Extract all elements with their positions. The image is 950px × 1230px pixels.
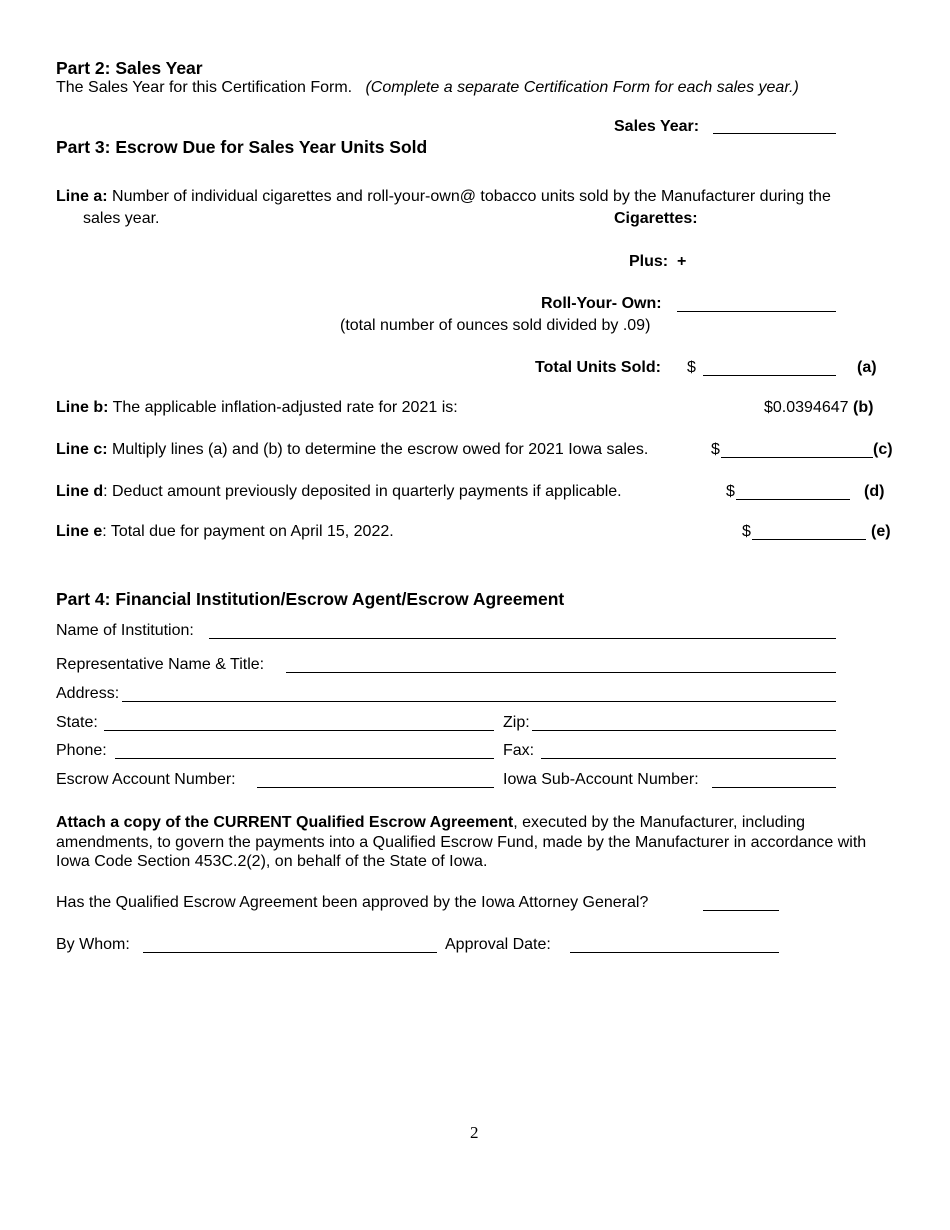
marker-d: (d)	[864, 483, 885, 500]
institution-label: Name of Institution:	[56, 622, 194, 639]
part2-description: The Sales Year for this Certification Form.	[56, 79, 353, 96]
marker-e: (e)	[871, 523, 891, 540]
line-c-text	[56, 441, 648, 459]
escrow-account-label: Escrow Account Number:	[56, 771, 236, 788]
state-field[interactable]	[104, 730, 494, 731]
ryo-label: Roll-Your- Own:	[541, 295, 662, 312]
line-e-field[interactable]	[752, 539, 866, 540]
line-c-currency: $	[711, 441, 720, 458]
state-label: State:	[56, 714, 98, 731]
part2-heading: Part 2: Sales Year	[56, 58, 203, 78]
escrow-account-field[interactable]	[257, 787, 494, 788]
line-e-description: : Total due for payment on April 15, 2022.	[102, 523, 394, 540]
phone-field[interactable]	[115, 758, 494, 759]
cigarettes-label: Cigarettes:	[614, 210, 698, 227]
line-b-text	[56, 399, 458, 417]
sales-year-label: Sales Year:	[614, 118, 700, 135]
total-units-label: Total Units Sold:	[535, 359, 661, 376]
line-b-value: $0.0394647	[764, 399, 849, 416]
line-e-label: Line e	[56, 523, 103, 540]
approved-field[interactable]	[703, 910, 779, 911]
line-a-text	[56, 188, 831, 206]
line-d-label: Line d	[56, 483, 104, 500]
marker-b: (b)	[852, 399, 874, 416]
line-e-text	[56, 523, 394, 541]
total-units-field[interactable]	[703, 375, 836, 376]
line-a-text-2: sales year.	[83, 210, 160, 227]
approved-question: Has the Qualified Escrow Agreement been approved by the Iowa Attorney General?	[56, 894, 649, 911]
total-units-currency: $	[687, 359, 696, 376]
line-b-label: Line b:	[56, 399, 109, 416]
representative-field[interactable]	[286, 672, 836, 673]
sub-account-field[interactable]	[712, 787, 836, 788]
line-a-description: Number of individual cigarettes and roll-your-own@ tobacco units sold by the Manufacturer during the	[107, 188, 831, 205]
part3-heading: Part 3: Escrow Due for Sales Year Units Sold	[56, 137, 428, 157]
ryo-field[interactable]	[677, 311, 836, 312]
marker-a: (a)	[857, 359, 877, 376]
address-label: Address:	[56, 685, 120, 702]
line-d-currency: $	[726, 483, 735, 500]
ryo-note: (total number of ounces sold divided by .09)	[340, 317, 651, 334]
line-d-description: : Deduct amount previously deposited in quarterly payments if applicable.	[103, 483, 622, 500]
part4-heading: Part 4: Financial Institution/Escrow Agent/Escrow Agreement	[56, 589, 565, 609]
line-c-description: Multiply lines (a) and (b) to determine the escrow owed for 2021 Iowa sales.	[107, 441, 649, 458]
phone-label: Phone:	[56, 742, 107, 759]
institution-field[interactable]	[209, 638, 836, 639]
zip-label: Zip:	[503, 714, 530, 731]
line-e-currency: $	[742, 523, 751, 540]
attach-text: , executed by the Manufacturer, including amendments, to govern the payments into a Qualified Escrow Fund, made by the Manufacturer in accordance with Iowa Code Section 453C.2(2), on behalf of the State of Iowa.	[56, 814, 867, 870]
sales-year-field[interactable]	[713, 133, 836, 134]
part2-text	[56, 79, 799, 97]
plus-label: Plus: +	[629, 253, 687, 270]
approval-date-field[interactable]	[570, 952, 779, 953]
marker-c: (c)	[873, 441, 893, 458]
line-a-label: Line a:	[56, 188, 108, 205]
line-d-text	[56, 483, 622, 501]
attach-bold: Attach a copy of the CURRENT Qualified Escrow Agreement	[56, 814, 514, 831]
fax-field[interactable]	[541, 758, 836, 759]
line-b-description: The applicable inflation-adjusted rate for 2021 is:	[108, 399, 458, 416]
line-b-value-group	[764, 399, 873, 417]
attach-paragraph	[56, 813, 896, 872]
address-field[interactable]	[122, 701, 836, 702]
page-number: 2	[470, 1123, 479, 1142]
by-whom-field[interactable]	[143, 952, 437, 953]
zip-field[interactable]	[532, 730, 836, 731]
approval-date-label: Approval Date:	[445, 936, 551, 953]
line-c-label: Line c:	[56, 441, 108, 458]
representative-label: Representative Name & Title:	[56, 656, 265, 673]
line-c-field[interactable]	[721, 457, 873, 458]
by-whom-label: By Whom:	[56, 936, 130, 953]
part2-note: (Complete a separate Certification Form for each sales year.)	[365, 79, 799, 96]
line-d-field[interactable]	[736, 499, 850, 500]
fax-label: Fax:	[503, 742, 535, 759]
sub-account-label: Iowa Sub-Account Number:	[503, 771, 699, 788]
